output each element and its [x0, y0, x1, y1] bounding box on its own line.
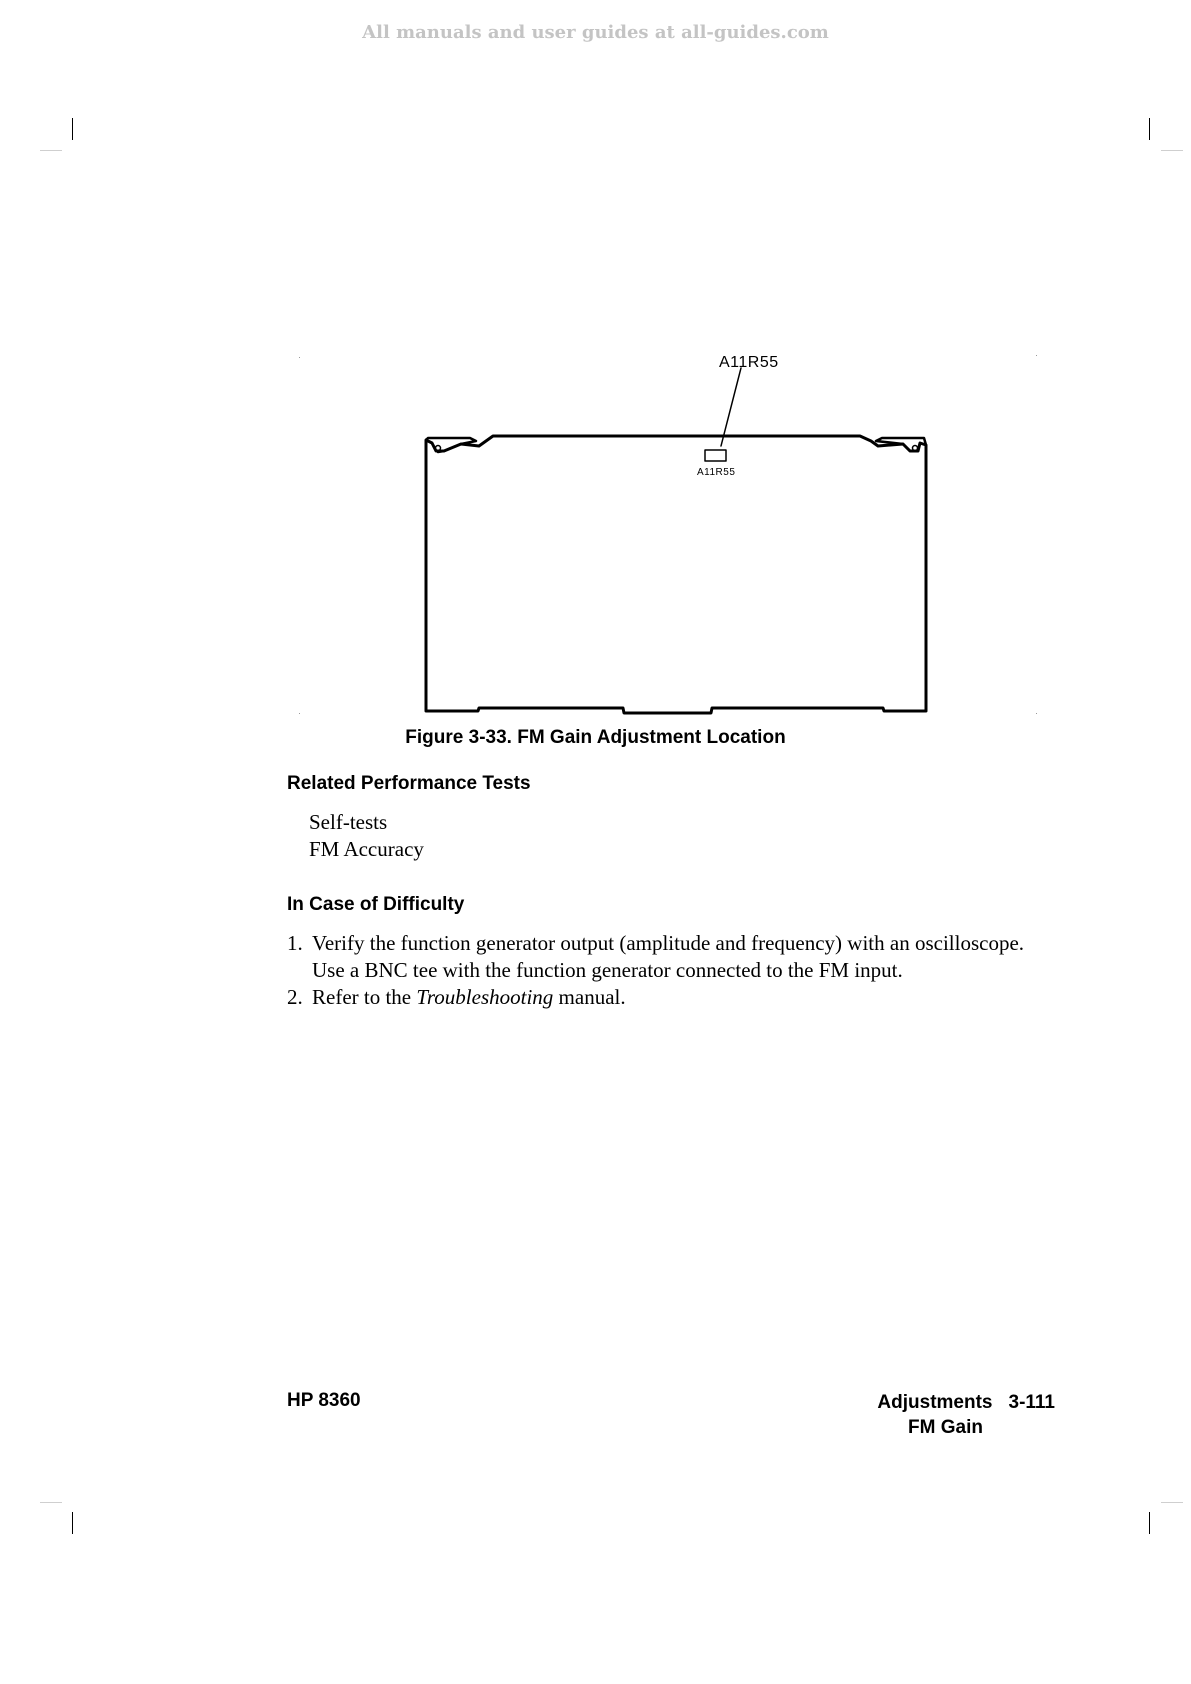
- figure-caption: Figure 3-33. FM Gain Adjustment Location: [405, 727, 786, 748]
- step-text: Refer to the: [312, 985, 417, 1009]
- related-test-item: FM Accuracy: [309, 837, 424, 861]
- crop-mark-bottom-right: [1149, 1512, 1150, 1534]
- step-number: 2.: [287, 985, 303, 1009]
- step-text: Verify the function generator output (amplitude and frequency) with an oscilloscope. Use a BNC tee with the function generator connected to the FM input.: [312, 931, 1025, 982]
- difficulty-step: [287, 930, 1047, 984]
- difficulty-step: [287, 984, 1047, 1011]
- footer-section: Adjustments: [877, 1392, 993, 1413]
- callout-leader-line: [721, 368, 741, 446]
- watermark: All manuals and user guides at all-guides.com: [362, 22, 829, 43]
- related-tests-heading: Related Performance Tests: [287, 773, 531, 794]
- difficulty-heading: In Case of Difficulty: [287, 894, 465, 915]
- difficulty-steps: [287, 930, 1047, 1011]
- footer-product: HP 8360: [287, 1390, 361, 1411]
- component-a11r55: [705, 450, 726, 461]
- mounting-hole-right: [913, 446, 918, 451]
- step-text-end: manual.: [553, 985, 626, 1009]
- footer-subsection: FM Gain: [908, 1417, 983, 1438]
- callout-label: A11R55: [719, 354, 779, 371]
- related-tests-list: [309, 809, 424, 863]
- crop-mark-bottom-left: [72, 1512, 73, 1534]
- component-label: A11R55: [697, 467, 736, 478]
- board-diagram: [0, 0, 1191, 760]
- crop-mark-bottom-right-h: [1161, 1502, 1183, 1503]
- board-outline: [426, 436, 926, 713]
- step-number: 1.: [287, 931, 303, 955]
- footer-page-number: 3-111: [1008, 1392, 1055, 1413]
- footer-section-block: [877, 1390, 1055, 1440]
- crop-mark-bottom-left-h: [40, 1502, 62, 1503]
- manual-title: Troubleshooting: [416, 985, 554, 1009]
- mounting-hole-left: [436, 446, 441, 451]
- related-test-item: Self-tests: [309, 810, 388, 834]
